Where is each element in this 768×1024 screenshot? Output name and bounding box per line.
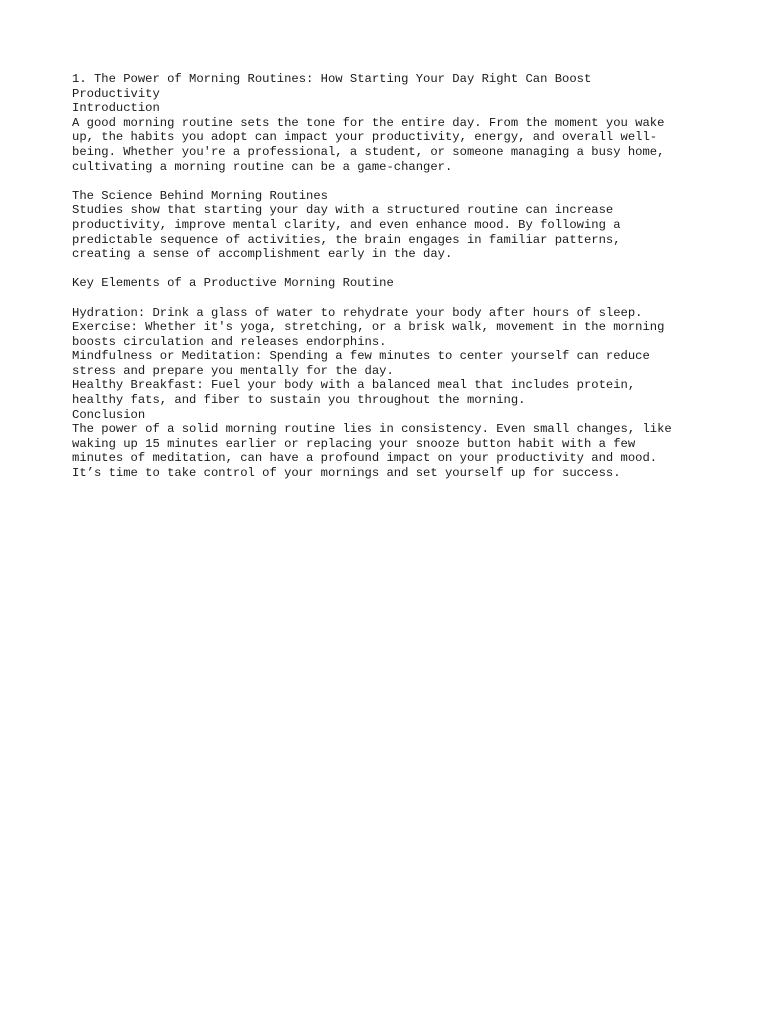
list-item-line: Healthy Breakfast: Fuel your body with a balanced meal that includes protein, xyxy=(72,378,636,393)
paragraph-line: It’s time to take control of your mornings and set yourself up for success. xyxy=(72,466,621,481)
list-item-line: Hydration: Drink a glass of water to rehydrate your body after hours of sleep. xyxy=(72,305,643,320)
paragraph-line: cultivating a morning routine can be a game-changer. xyxy=(72,159,453,174)
blank-line xyxy=(72,174,696,189)
paragraph-line: up, the habits you adopt can impact your productivity, energy, and overall well- xyxy=(72,130,658,145)
list-item-line: stress and prepare you mentally for the day. xyxy=(72,363,394,378)
paragraph-line: productivity, improve mental clarity, and even enhance mood. By following a xyxy=(72,217,621,232)
paragraph-line: Studies show that starting your day with a structured routine can increase xyxy=(72,203,614,218)
blank-line xyxy=(72,291,696,306)
paragraph-line: predictable sequence of activities, the brain engages in familiar patterns, xyxy=(72,232,621,247)
paragraph-line: A good morning routine sets the tone for the entire day. From the moment you wake xyxy=(72,115,665,130)
science-heading: The Science Behind Morning Routines xyxy=(72,188,328,203)
list-item-line: healthy fats, and fiber to sustain you throughout the morning. xyxy=(72,393,526,408)
paragraph-line: The power of a solid morning routine lies in consistency. Even small changes, like xyxy=(72,422,672,437)
science-paragraph xyxy=(72,203,696,261)
list-item-line: boosts circulation and releases endorphins. xyxy=(72,334,387,349)
document-title xyxy=(72,72,696,101)
list-item-line: Exercise: Whether it's yoga, stretching, or a brisk walk, movement in the morning xyxy=(72,320,665,335)
intro-paragraph xyxy=(72,116,696,174)
elements-list xyxy=(72,306,696,408)
conclusion-paragraph xyxy=(72,422,696,480)
paragraph-line: creating a sense of accomplishment early in the day. xyxy=(72,247,453,262)
elements-heading: Key Elements of a Productive Morning Routine xyxy=(72,276,394,291)
title-line: Productivity xyxy=(72,86,160,101)
document-page xyxy=(72,72,696,481)
conclusion-heading: Conclusion xyxy=(72,407,146,422)
paragraph-line: waking up 15 minutes earlier or replacing your snooze button habit with a few xyxy=(72,436,636,451)
list-item-line: Mindfulness or Meditation: Spending a few minutes to center yourself can reduce xyxy=(72,349,650,364)
title-line: 1. The Power of Morning Routines: How Starting Your Day Right Can Boost xyxy=(72,72,592,86)
paragraph-line: minutes of meditation, can have a profound impact on your productivity and mood. xyxy=(72,451,658,466)
blank-line xyxy=(72,262,696,277)
paragraph-line: being. Whether you're a professional, a student, or someone managing a busy home, xyxy=(72,144,665,159)
intro-heading: Introduction xyxy=(72,101,160,116)
